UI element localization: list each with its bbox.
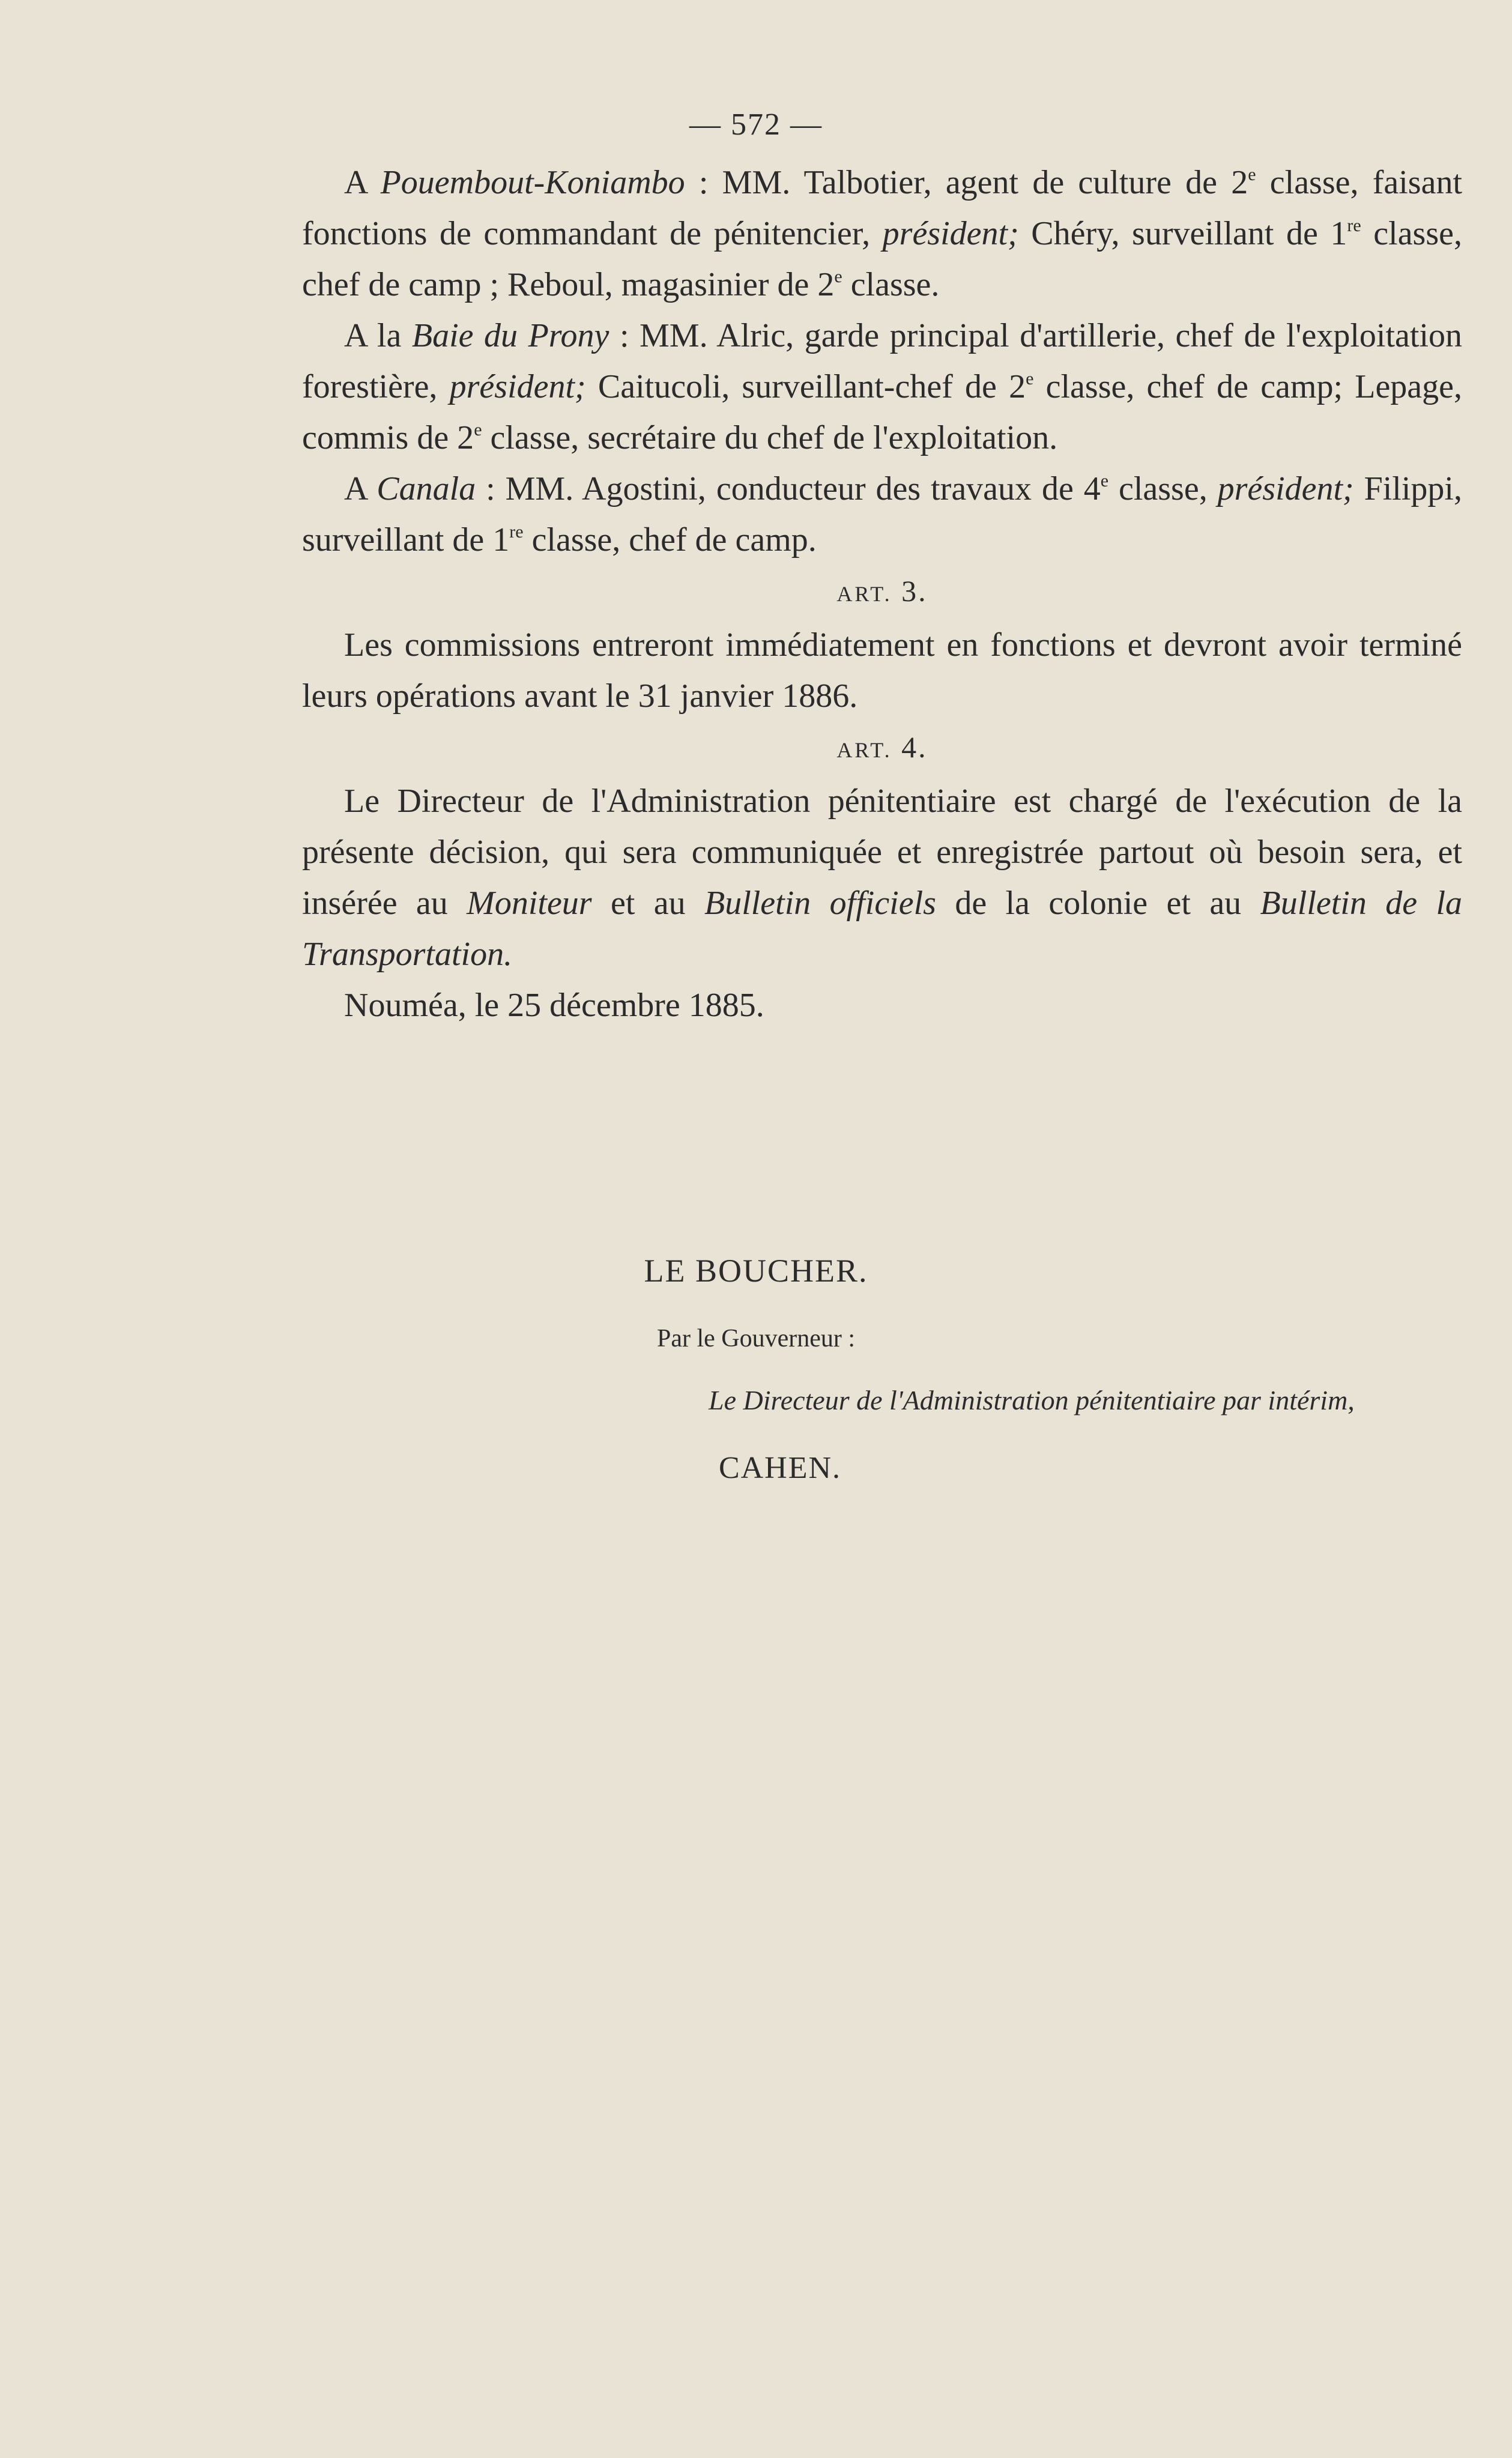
text: Filippi, surveillant de 1 <box>302 470 1462 558</box>
superscript: e <box>474 420 482 440</box>
signature-directeur: Le Directeur de l'Administration pénitentiaire par intérim, <box>709 1385 1355 1415</box>
paragraph-baie-du-prony <box>302 310 1462 464</box>
text: : MM. Talbotier, agent de culture de 2 <box>685 164 1248 201</box>
paragraph-pouembout <box>302 157 1462 310</box>
role: président; <box>882 215 1019 252</box>
text: et au <box>591 885 704 922</box>
paragraph-commissions: Les commissions entreront immédiatement en fonctions et devront avoir terminé leurs opérations avant le 31 janvier 1886. <box>302 626 1462 715</box>
article-label: ART. <box>836 582 892 606</box>
text: classe, chef de camp; Lepage, commis de 2 <box>302 368 1463 456</box>
signature-par-le-gouverneur: Par le Gouverneur : <box>656 1325 856 1352</box>
text: Caitucoli, surveillant-chef de 2 <box>585 368 1026 405</box>
text: Chéry, surveillant de 1 <box>1018 215 1347 252</box>
superscript: e <box>1248 165 1256 184</box>
moniteur: Moniteur <box>467 885 592 922</box>
text: classe, <box>1108 470 1218 507</box>
paragraph-directeur <box>302 776 1462 980</box>
page-number: — 572 — <box>689 107 823 142</box>
article-number: 4. <box>901 730 928 764</box>
superscript: e <box>1100 471 1109 491</box>
text: : MM. Agostini, conducteur des travaux de 4 <box>476 470 1101 507</box>
text: classe, faisant fonctions de commandant de pénitencier, <box>302 164 1462 252</box>
text: A <box>344 164 381 201</box>
text: A la <box>344 317 412 354</box>
signature-le-boucher: LE BOUCHER. <box>644 1253 868 1289</box>
text: classe. <box>842 266 940 303</box>
superscript: re <box>509 522 524 542</box>
paragraph-canala <box>302 464 1462 566</box>
role: président; <box>449 368 586 405</box>
bulletin-officiels: Bulletin officiels <box>704 885 936 922</box>
place-name: Canala <box>376 470 476 507</box>
article-number: 3. <box>901 574 928 608</box>
bulletin-transportation: Bulletin de la Transportation. <box>302 885 1462 973</box>
text: de la colonie et au <box>936 885 1260 922</box>
place-name: Baie du Prony <box>411 317 609 354</box>
text: classe, secrétaire du chef de l'exploitation. <box>482 419 1058 456</box>
article-label: ART. <box>836 738 892 762</box>
superscript: re <box>1347 216 1361 235</box>
text: classe, chef de camp ; Reboul, magasinier de 2 <box>302 215 1462 303</box>
article-3-heading <box>302 566 1462 620</box>
superscript: e <box>834 267 842 286</box>
superscript: e <box>1026 369 1034 389</box>
document-body <box>302 157 1462 1031</box>
place-name: Pouembout-Koniambo <box>380 164 685 201</box>
paragraph-date: Nouméa, le 25 décembre 1885. <box>344 987 764 1024</box>
article-4-heading <box>302 722 1462 776</box>
text: Le Directeur de l'Administration pénitentiaire est chargé de l'exécution de la présente décision, qui sera communiquée et enregistrée partout où besoin sera, et insérée au <box>302 783 1462 922</box>
text: : MM. Alric, garde principal d'artillerie, chef de l'exploitation forestière, <box>302 317 1463 405</box>
text: classe, chef de camp. <box>523 521 817 558</box>
text: A <box>344 470 377 507</box>
signature-cahen: CAHEN. <box>718 1451 842 1485</box>
role: président; <box>1217 470 1354 507</box>
